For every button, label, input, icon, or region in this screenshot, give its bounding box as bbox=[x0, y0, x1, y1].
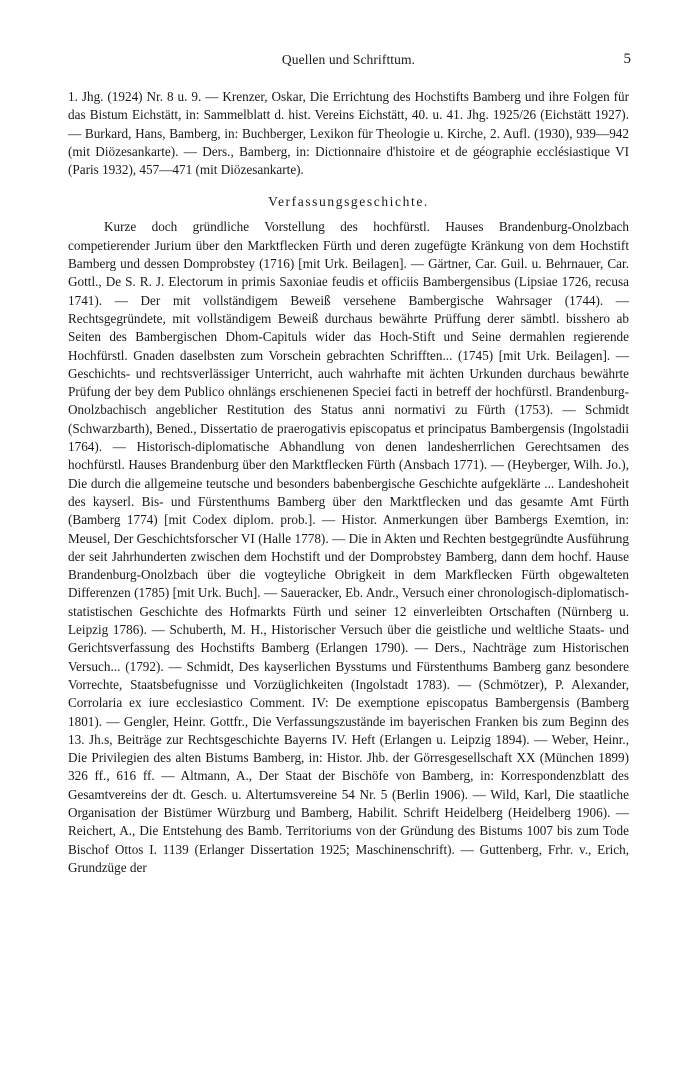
continued-paragraph: 1. Jhg. (1924) Nr. 8 u. 9. — Krenzer, Oskar, Die Errichtung des Hochstifts Bamberg und ihre Folgen für das Bistum Eichstätt, in: Sammelblatt d. hist. Vereins Eichstätt, 40. u. 41. Jhg. 1925/26 (Eichstätt 1927). — Burkard, Hans, Bamberg, in: Buchberger, Lexikon für Theologie u. Kirche, 2. Aufl. (1930), 939—942 (mit Diözesankarte). — Ders., Bamberg, in: Dictionnaire d'histoire et de géographie ecclésiastique VI (Paris 1932), 457—471 (mit Diözesankarte). bbox=[68, 89, 629, 178]
section-heading: Verfassungsgeschichte. bbox=[268, 194, 429, 210]
page-number: 5 bbox=[623, 51, 631, 67]
page-header bbox=[68, 52, 629, 76]
section-paragraph: Kurze doch gründliche Vorstellung des hochfürstl. Hauses Brandenburg-Onolzbach competierender Jurium über den Marktflecken Fürth und deren zugefügte Kränkung von dem Hochstift Bamberg und dessen Domprobstey (1716) [mit Urk. Beilagen]. — Gärtner, Car. Guil. u. Behrnauer, Car. Gottl., De S. R. J. Electorum in primis Saxoniae feudis et officiis Bambergensibus (Lipsiae 1726, recusa 1741). — Der mit vollständigem Beweiß versehene Bambergische Wahrsager (1744). — Rechtsgegründete, mit vollständigem Beweiß durchaus bewährte Prüffung derer sämbtl. bisshero ab Seiten des Bambergischen Dhom-Capituls wider das Hoch-Stift und Seine dermahlen regierende Hochfürstl. Gnaden daselbsten zum Vorschein gebrachten Schrifften... (1745) [mit Urk. Beilagen]. — Geschichts- und rechtsverlässiger Unterricht, auch wahrhafte mit ächten Urkunden durchaus bewährte Prüfung der bey dem Publico ohnlängs erschienenen Speciei facti in betreff der hochfürstl. Brandenburg-Onolzbachisch angeblicher Restitution des Status anni normativi zu Fürth (1753). — Schmidt (Schwarzbarth), Bened., Dissertatio de praerogativis episcopatus et principatus Bambergensis (Ingolstadii 1764). — Historisch-diplomatische Abhandlung von denen landesherrlichen Gerechtsamen des hochfürstl. Hauses Brandenburg über den Marktflecken Fürth (Ansbach 1771). — (Heyberger, Wilh. Jo.), Die durch die allgemeine teutsche und besonders babenbergische Geschichte aufgeklärte ... Landeshoheit des kayserl. Bis- und Fürstenthums Bamberg über den Marktflecken und das gesamte Amt Fürth (Bamberg 1774) [mit Codex diplom. prob.]. — Histor. Anmerkungen über Bambergs Exemtion, in: Meusel, Der Geschichtsforscher VI (Halle 1778). — Die in Akten und Rechten bestgegründte Ausführung der seit Jahrhunderten zwischen dem Hochstift und der Domprobstey Bamberg, dann dem hochf. Hause Brandenburg-Onolzbach über die vogteyliche Obrigkeit in dem Markflecken Fürth obgewalteten Differenzen (1785) [mit Urk. Buch]. — Saueracker, Eb. Andr., Versuch einer chronologisch-diplomatisch-statistischen Geschichte des Hofmarkts Fürth und seiner 12 einverleibten Ortschaften (Nürnberg u. Leipzig 1786). — Schuberth, M. H., Historischer Versuch über die geistliche und weltliche Staats- und Gerichtsverfassung des Hochstifts Bamberg (Erlangen 1790). — Ders., Nachträge zum Historischen Versuch... (1792). — Schmidt, Des kayserlichen Bysstums und Fürstenthums Bamberg ganz besondere Vorrechte, Staatsbefugnisse und Vorzüglichkeiten (Ingolstadt 1783). — (Schmötzer), P. Alexander, Corrolaria ex iure ecclesiastico Comment. IV: De exemptione episcopatus Bambergensis (Bamberg 1801). — Gengler, Heinr. Gottfr., Die Verfassungszustände im bayerischen Franken bis zum Beginn des 13. Jh.s, Beiträge zur Rechtsgeschichte Bayerns IV. Heft (Erlangen u. Leipzig 1894). — Weber, Heinr., Die Privilegien des alten Bistums Bamberg, in: Histor. Jhb. der Görresgesellschaft XX (München 1899) 326 ff., 616 ff. — Altmann, A., Der Staat der Bischöfe von Bamberg, in: Korrespondenzblatt des Gesamtvereins der dt. Gesch. u. Altertumsvereine 54 Nr. 5 (Berlin 1906). — Wild, Karl, Die staatliche Organisation der Bistümer Würzburg und Bamberg, Habilit. Schrift Heidelberg (Heidelberg 1906). — Reichert, A., Die Entstehung des Bamb. Territoriums von der Gründung des Bistums 1007 bis zum Tode Bischof Ottos I. 1139 (Erlanger Dissertation 1925; Maschinenschrift). — Guttenberg, Frhr. v., Erich, Grundzüge der bbox=[68, 219, 629, 875]
document-page bbox=[68, 52, 629, 877]
running-head: Quellen und Schrifttum. bbox=[281, 52, 416, 67]
